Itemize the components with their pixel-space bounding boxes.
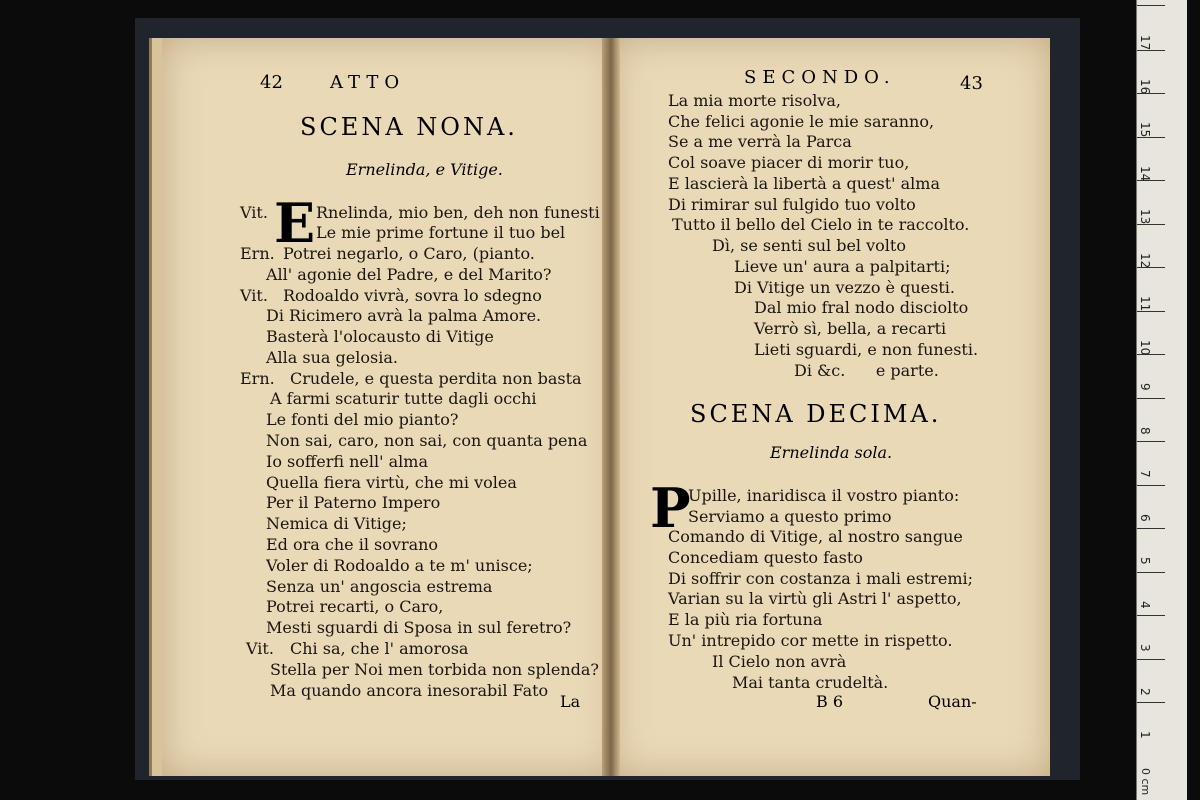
ruler-tick [1137,485,1165,486]
ruler-number: 13 [1138,209,1152,225]
ruler-tick [1137,398,1165,399]
ruler-number: 8 [1138,427,1152,435]
verse-line: Lieve un' aura a palpitarti; [734,257,951,276]
speaker-label: Vit. [240,286,268,305]
verse-line: La mia morte risolva, [668,91,841,110]
verse-line: Di rimirar sul fulgido tuo volto [668,195,916,214]
verse-line: Le mie prime fortune il tuo bel [316,223,566,242]
verse-line: Rnelinda, mio ben, deh non funesti [316,203,600,222]
ruler-number: 4 [1138,601,1152,609]
ruler-tick [1137,615,1165,616]
left-scene-title: SCENA NONA. [300,113,518,141]
ruler-number: 10 [1138,340,1152,356]
verse-line: Rodoaldo vivrà, sovra lo sdegno [283,286,542,305]
verse-line: Un' intrepido cor mette in rispetto. [668,631,953,650]
left-drop-cap: E [274,191,316,255]
ruler-number: 6 [1138,514,1152,522]
ruler-number: 14 [1138,166,1152,182]
left-catchword: La [560,692,581,711]
verse-line: Dì, se senti sul bel volto [712,236,906,255]
verse-line: Senza un' angoscia estrema [266,577,493,596]
verse-line: Basterà l'olocausto di Vitige [266,327,494,346]
verse-line: Dal mio fral nodo disciolto [754,298,969,317]
verse-line: Mesti sguardi di Sposa in sul feretro? [266,618,572,637]
verse-line: Comando di Vitige, al nostro sangue [668,527,963,546]
ruler-tick [1137,572,1165,573]
ruler-tick [1137,5,1165,6]
verse-line: Di &c. e parte. [794,361,939,380]
right-running-head: SECONDO. [744,67,896,88]
verse-line: Che felici agonie le mie saranno, [668,112,935,131]
verse-line: E la più ria fortuna [668,610,823,629]
verse-line: Serviamo a questo primo [688,507,892,526]
verse-line: All' agonie del Padre, e del Marito? [266,265,552,284]
ruler-number: 16 [1138,79,1152,95]
verse-line: Io sofferfi nell' alma [266,452,428,471]
speaker-label: Ern. [240,244,275,263]
ruler-number: 3 [1138,644,1152,652]
ruler-number: 7 [1138,470,1152,478]
verse-line: Per il Paterno Impero [266,493,441,512]
right-scene-title: SCENA DECIMA. [690,400,942,428]
book-gutter [602,38,620,776]
left-scene-characters: Ernelinda, e Vitige. [346,160,503,179]
ruler-number: 12 [1138,253,1152,269]
verse-line: Lieti sguardi, e non funesti. [754,340,979,359]
measurement-ruler [1136,0,1187,800]
right-scene-characters: Ernelinda sola. [770,443,893,462]
verse-line: E lascierà la libertà a quest' alma [668,174,940,193]
verse-line: Crudele, e questa perdita non basta [290,369,582,388]
verse-line: Potrei negarlo, o Caro, (pianto. [283,244,535,263]
verse-line: Voler di Rodoaldo a te m' unisce; [266,556,533,575]
speaker-label: Ern. [240,369,275,388]
verse-line: Se a me verrà la Parca [668,132,852,151]
verse-line: Concediam questo fasto [668,548,863,567]
ruler-number: 11 [1138,296,1152,312]
verse-line: Mai tanta crudeltà. [732,673,889,692]
ruler-number: 5 [1138,557,1152,565]
verse-line: Stella per Noi men torbida non splenda? [270,660,599,679]
right-drop-cap: P [650,476,691,540]
verse-line: Le fonti del mio pianto? [266,410,459,429]
verse-line: Varian su la virtù gli Astri l' aspetto, [668,589,962,608]
verse-line: Tutto il bello del Cielo in te raccolto. [672,215,970,234]
verse-line: Chi sa, che l' amorosa [290,639,469,658]
speaker-label: Vit. [240,203,268,222]
verse-line: Di Vitige un vezzo è questi. [734,278,955,297]
verse-line: Upille, inaridisca il vostro pianto: [688,486,960,505]
verse-line: Non sai, caro, non sai, con quanta pena [266,431,588,450]
ruler-number: 9 [1138,383,1152,391]
verse-line: Quella fiera virtù, che mi volea [266,473,517,492]
verse-line: Verrò sì, bella, a recarti [754,319,947,338]
verse-line: A farmi scaturir tutte dagli occhi [270,389,537,408]
ruler-number: 2 [1138,688,1152,696]
ruler-number: 17 [1138,35,1152,51]
verse-line: Alla sua gelosia. [266,348,398,367]
ruler-number: 1 [1138,731,1152,739]
verse-line: Il Cielo non avrà [712,652,847,671]
ruler-unit-label: 0 cm [1139,768,1152,796]
left-page-number: 42 [260,72,283,93]
verse-line: Nemica di Vitige; [266,514,407,533]
verse-line: Potrei recarti, o Caro, [266,597,444,616]
verse-line: Ma quando ancora inesorabil Fato [270,681,549,700]
signature-mark: B 6 [816,692,844,711]
verse-line: Di soffrir con costanza i mali estremi; [668,569,973,588]
ruler-tick [1137,702,1165,703]
left-running-head: ATTO [330,72,406,93]
ruler-number: 15 [1138,122,1152,138]
verse-line: Ed ora che il sovrano [266,535,439,554]
right-catchword: Quan- [928,692,977,711]
ruler-tick [1137,441,1165,442]
speaker-label: Vit. [246,639,274,658]
ruler-tick [1137,528,1165,529]
verse-line: Col soave piacer di morir tuo, [668,153,910,172]
ruler-tick [1137,659,1165,660]
right-page-number: 43 [960,73,983,94]
verse-line: Di Ricimero avrà la palma Amore. [266,306,542,325]
